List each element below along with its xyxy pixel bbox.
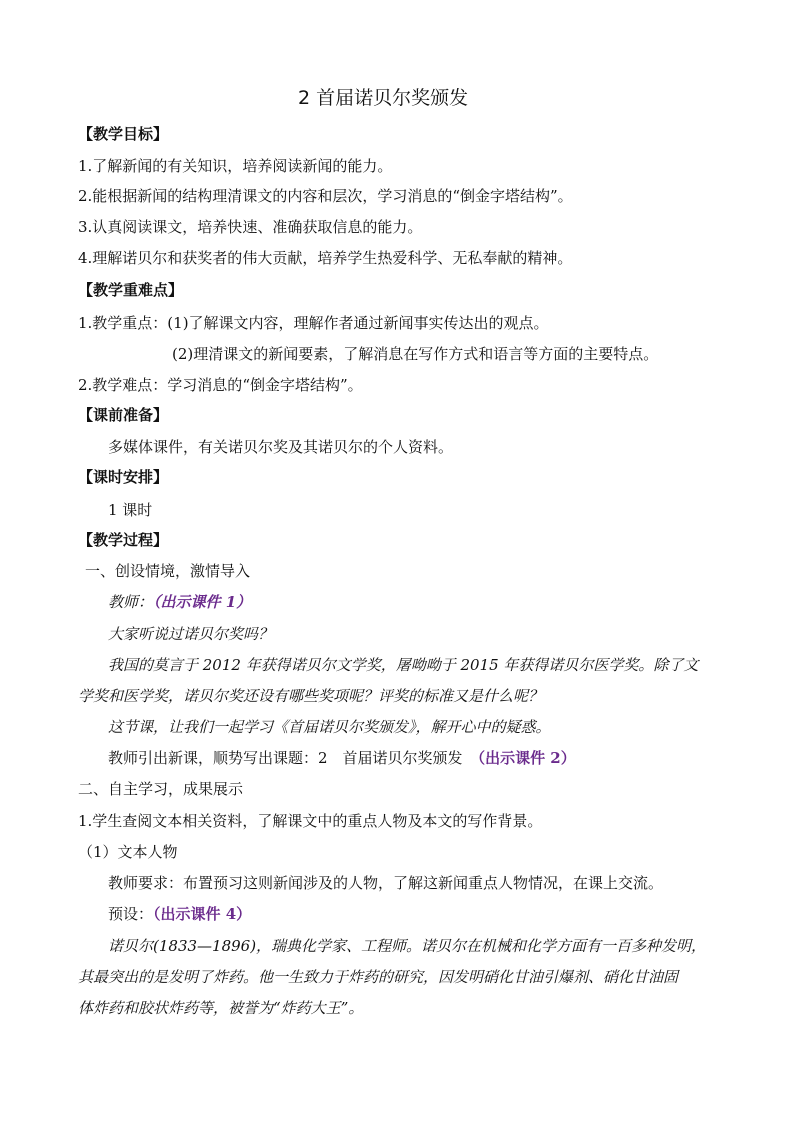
page-title: 2 首届诺贝尔奖颁发 bbox=[298, 87, 469, 109]
courseware-tag: （出示课件 2） bbox=[477, 749, 576, 767]
intro-paragraph-line: 这节课，让我们一起学习《首届诺贝尔奖颁发》，解开心中的疑惑。 bbox=[108, 718, 551, 736]
preparation-heading: 【课前准备】 bbox=[78, 406, 169, 424]
goal-item: 4.理解诺贝尔和获奖者的伟大贡献，培养学生热爱科学、无私奉献的精神。 bbox=[78, 249, 573, 267]
goal-item: 2.能根据新闻的结构理清课文的内容和层次，学习消息的“倒金字塔结构”。 bbox=[78, 187, 573, 205]
goals-heading: 【教学目标】 bbox=[78, 125, 169, 143]
study-subheading: （1）文本人物 bbox=[78, 843, 178, 861]
process-heading: 【教学过程】 bbox=[78, 531, 169, 549]
courseware-tag: （出示课件 1） bbox=[153, 593, 252, 611]
preparation-text: 多媒体课件，有关诺贝尔奖及其诺贝尔的个人资料。 bbox=[108, 438, 454, 456]
goal-item: 1.了解新闻的有关知识，培养阅读新闻的能力。 bbox=[78, 157, 393, 175]
nobel-bio-line: 其最突出的是发明了炸药。他一生致力于炸药的研究，因发明硝化甘油引爆剂、硝化甘油固 bbox=[78, 968, 679, 986]
step-heading: 一、创设情境，激情导入 bbox=[85, 562, 251, 580]
schedule-text: 1 课时 bbox=[108, 501, 153, 519]
teacher-line bbox=[108, 592, 251, 612]
teacher-requirement: 教师要求：布置预习这则新闻涉及的人物，了解这新闻重点人物情况，在课上交流。 bbox=[108, 874, 664, 892]
key-point-continued: (2)理清课文的新闻要素，了解消息在写作方式和语言等方面的主要特点。 bbox=[172, 345, 659, 363]
preset-line bbox=[108, 904, 251, 924]
nobel-bio-line: 诺贝尔(1833—1896)，瑞典化学家、工程师。诺贝尔在机械和化学方面有一百多种发明， bbox=[108, 937, 707, 955]
nobel-bio-line: 体炸药和胶状炸药等，被誉为“炸药大王”。 bbox=[78, 999, 364, 1017]
key-point: 1.教学重点：(1)了解课文内容，理解作者通过新闻事实传达出的观点。 bbox=[78, 314, 549, 332]
teacher-intro-line bbox=[108, 748, 576, 768]
study-item: 1.学生查阅文本相关资料，了解课文中的重点人物及本文的写作背景。 bbox=[78, 812, 543, 830]
teacher-intro-text: 教师引出新课，顺势写出课题：2 首届诺贝尔奖颁发 bbox=[108, 749, 463, 767]
difficult-point: 2.教学难点：学习消息的“倒金字塔结构”。 bbox=[78, 376, 363, 394]
goal-item: 3.认真阅读课文，培养快速、准确获取信息的能力。 bbox=[78, 218, 423, 236]
schedule-heading: 【课时安排】 bbox=[78, 468, 169, 486]
intro-paragraph-line: 我国的莫言于 2012 年获得诺贝尔文学奖，屠呦呦于 2015 年获得诺贝尔医学奖。除了文 bbox=[108, 656, 699, 674]
courseware-tag: （出示课件 4） bbox=[153, 905, 252, 923]
key-points-heading: 【教学重难点】 bbox=[78, 281, 184, 299]
step-heading: 二、自主学习，成果展示 bbox=[78, 780, 244, 798]
intro-question: 大家听说过诺贝尔奖吗？ bbox=[108, 625, 274, 643]
teacher-label: 教师： bbox=[108, 593, 154, 611]
preset-label: 预设： bbox=[108, 905, 154, 923]
intro-paragraph-line: 学奖和医学奖，诺贝尔奖还设有哪些奖项呢？评奖的标准又是什么呢？ bbox=[78, 687, 544, 705]
